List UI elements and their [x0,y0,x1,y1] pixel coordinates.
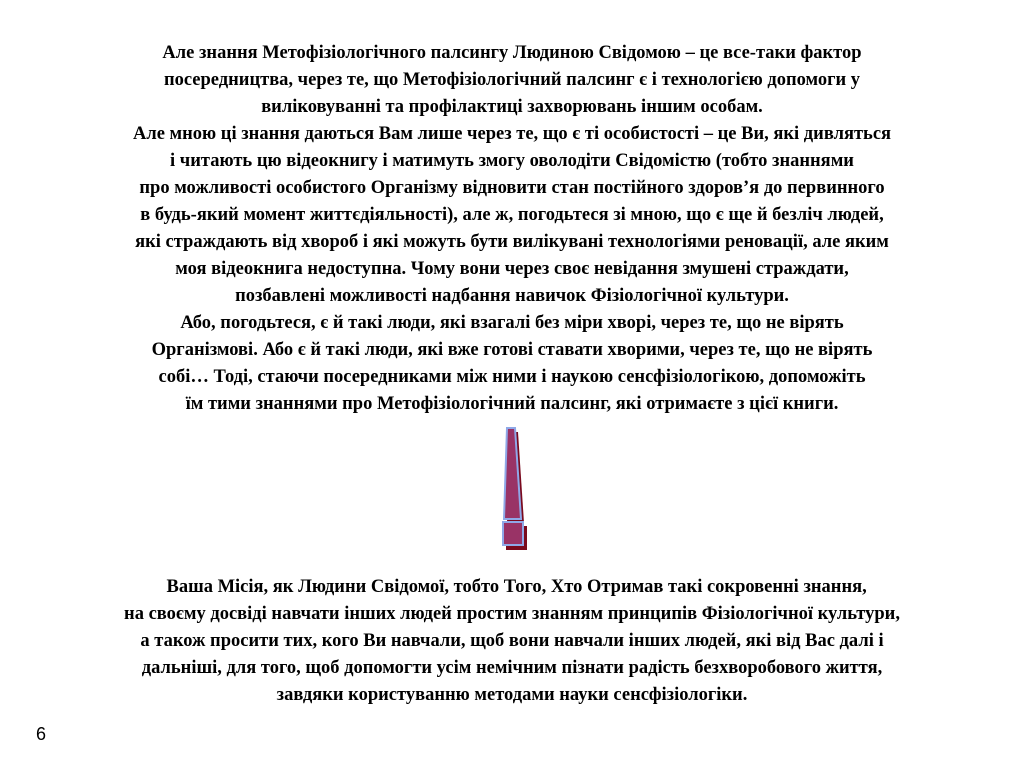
exclamation-mark-icon [496,425,532,553]
text-line: про можливості особистого Організму відновити стан постійного здоров’я до первинного [139,178,885,198]
text-line: а також просити тих, кого Ви навчали, щоб вони навчали інших людей, які від Вас далі і [140,631,884,651]
text-line: на своєму досвіді навчати інших людей простим знанням принципів Фізіологічної культури, [124,604,900,624]
text-line: моя відеокнига недоступна. Чому вони через своє невідання змушені страждати, [175,259,849,279]
text-line: в будь-який момент життєдіяльності), але ж, погодьтеся зі мною, що є ще й безліч людей, [140,205,884,225]
text-line: дальніші, для того, щоб допомогти усім немічним пізнати радість безхворобового життя, [141,658,883,678]
text-line: їм тими знаннями про Метофізіологічний палсинг, які отримаєте з цієї книги. [185,394,839,414]
text-line: які страждають від хвороб і які можуть бути вилікувані технологіями реновації, але яким [135,232,889,252]
text-line: позбавлені можливості надбання навичок Фізіологічної культури. [235,286,789,306]
text-line: Але знання Метофізіологічного палсингу Людиною Свідомою – це все-таки фактор [162,43,862,63]
text-line: Але мною ці знання даються Вам лише через те, що є ті особистості – це Ви, які дивляться [132,124,892,144]
text-line: Або, погодьтеся, є й такі люди, які взагалі без міри хворі, через те, що не вірять [180,313,844,333]
slide-number: 6 [36,724,47,744]
text-line: Ваша Місія, як Людини Свідомої, тобто Того, Хто Отримав такі сокровенні знання, [157,577,867,597]
text-line: виліковуванні та профілактиці захворювань іншим особам. [261,97,763,117]
text-line: собі… Тоді, стаючи посередниками між ними і наукою сенсфізіологікою, допоможіть [158,367,866,387]
text-line: Організмові. Або є й такі люди, які вже готові ставати хворими, через те, що не вірять [151,340,873,360]
text-line: завдяки користуванню методами науки сенсфізіологіки. [276,685,748,705]
exclamation-dot [503,522,523,545]
text-line: посередництва, через те, що Метофізіологічний палсинг є і технологією допомоги у [163,70,861,90]
text-line: і читають цю відеокнигу і матимуть змогу оволодіти Свідомістю (тобто знаннями [170,151,854,171]
top-paragraph [20,40,1004,418]
bottom-paragraph [20,574,1004,709]
